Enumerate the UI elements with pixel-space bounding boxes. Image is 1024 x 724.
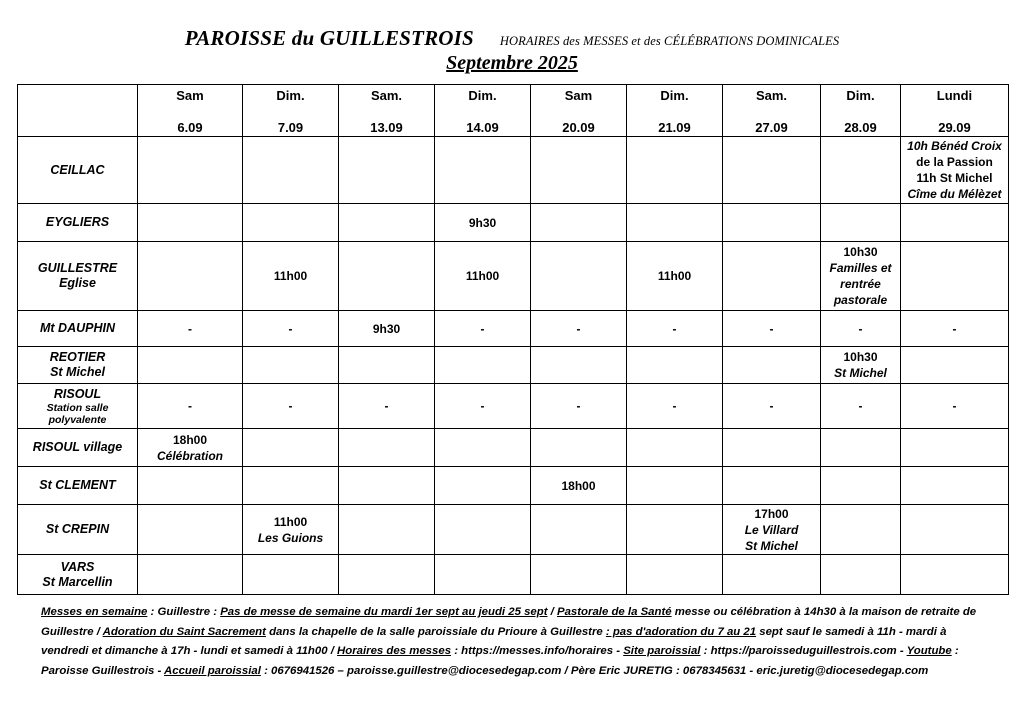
footer-text: / xyxy=(547,606,557,618)
schedule-cell xyxy=(723,429,821,467)
schedule-cell xyxy=(627,555,723,595)
table-body xyxy=(18,137,1009,595)
schedule-cell xyxy=(243,467,339,505)
schedule-cell xyxy=(435,467,531,505)
schedule-cell: 10h Bénéd Croix de la Passion 11h St Michel Cîme du Mélèzet xyxy=(901,137,1009,204)
schedule-cell xyxy=(821,137,901,204)
schedule-cell xyxy=(339,137,435,204)
place-label: Mt DAUPHIN xyxy=(40,321,115,335)
schedule-cell xyxy=(339,467,435,505)
schedule-cell xyxy=(243,204,339,242)
schedule-cell xyxy=(435,555,531,595)
column-day: Dim. xyxy=(846,88,875,103)
column-date: 27.09 xyxy=(755,120,788,135)
schedule-cell xyxy=(901,555,1009,595)
column-header xyxy=(821,85,901,137)
schedule-cell xyxy=(435,347,531,384)
place-name xyxy=(18,429,138,467)
schedule-cell xyxy=(339,242,435,311)
schedule-cell xyxy=(723,467,821,505)
schedule-cell: 9h30 xyxy=(339,311,435,347)
schedule-cell: 11h00 Les Guions xyxy=(243,505,339,555)
schedule-cell xyxy=(901,347,1009,384)
schedule-cell xyxy=(821,505,901,555)
schedule-cell xyxy=(723,555,821,595)
place-name xyxy=(18,204,138,242)
column-date: 29.09 xyxy=(938,120,971,135)
schedule-cell xyxy=(901,505,1009,555)
column-header xyxy=(531,85,627,137)
schedule-cell: 11h00 xyxy=(627,242,723,311)
schedule-cell xyxy=(901,242,1009,311)
column-day: Lundi xyxy=(936,88,973,103)
column-date: 13.09 xyxy=(370,120,403,135)
column-date: 28.09 xyxy=(844,120,877,135)
corner-cell xyxy=(18,85,138,137)
schedule-cell xyxy=(339,429,435,467)
schedule-cell: 18h00 Célébration xyxy=(138,429,243,467)
schedule-cell xyxy=(138,555,243,595)
column-header xyxy=(901,85,1009,137)
schedule-cell: - xyxy=(339,384,435,429)
footer-heading: Horaires des messes xyxy=(337,645,452,657)
schedule-cell xyxy=(901,429,1009,467)
footer-heading: Youtube xyxy=(906,645,952,657)
footer-heading: Site paroissial xyxy=(623,645,701,657)
schedule-cell: - xyxy=(723,384,821,429)
schedule-cell: - xyxy=(627,384,723,429)
schedule-table xyxy=(17,84,1009,595)
schedule-cell: - xyxy=(243,311,339,347)
schedule-cell xyxy=(243,137,339,204)
schedule-cell: - xyxy=(138,311,243,347)
place-label: RISOUL village xyxy=(32,440,123,454)
footer-text: : https://paroisseduguillestrois.com - xyxy=(700,645,907,657)
title-line xyxy=(0,26,1024,51)
table-row xyxy=(18,137,1009,204)
footer-text: : Guillestre : xyxy=(147,606,221,618)
place-label: GUILLESTRE Eglise xyxy=(37,261,118,290)
schedule-cell xyxy=(243,555,339,595)
schedule-cell xyxy=(435,429,531,467)
schedule-cell: - xyxy=(901,384,1009,429)
schedule-cell: - xyxy=(531,384,627,429)
schedule-cell xyxy=(901,204,1009,242)
schedule-cell xyxy=(627,204,723,242)
schedule-cell: - xyxy=(435,384,531,429)
schedule-cell xyxy=(138,467,243,505)
place-label: EYGLIERS xyxy=(45,215,110,229)
column-header xyxy=(339,85,435,137)
place-label: RISOUL xyxy=(53,386,102,401)
schedule-cell: 10h30 Familles et rentrée pastorale xyxy=(821,242,901,311)
schedule-cell: - xyxy=(531,311,627,347)
schedule-cell xyxy=(138,204,243,242)
column-day: Dim. xyxy=(276,88,305,103)
schedule-subtitle: HORAIRES des MESSES et des CÉLÉBRATIONS DOMINICALES xyxy=(499,34,840,48)
month-title: Septembre 2025 xyxy=(446,52,578,74)
parish-title: PAROISSE du GUILLESTROIS xyxy=(184,26,474,50)
place-name xyxy=(18,137,138,204)
column-header xyxy=(243,85,339,137)
schedule-cell: - xyxy=(723,311,821,347)
footer-heading: Messes en semaine xyxy=(41,606,148,618)
schedule-cell xyxy=(821,429,901,467)
schedule-cell: 11h00 xyxy=(435,242,531,311)
schedule-cell xyxy=(531,204,627,242)
column-date: 7.09 xyxy=(277,120,304,135)
schedule-cell: - xyxy=(821,384,901,429)
schedule-cell xyxy=(821,555,901,595)
schedule-cell xyxy=(243,347,339,384)
schedule-cell xyxy=(821,204,901,242)
header-row xyxy=(18,85,1009,137)
table-row xyxy=(18,429,1009,467)
column-day: Sam. xyxy=(755,88,788,103)
place-label: CEILLAC xyxy=(50,162,105,177)
table-row xyxy=(18,555,1009,595)
footer-text: sept sauf le samedi à 11h - mardi à vendredi et dimanche à 17h - lundi et samedi à 11h00 / xyxy=(41,625,947,657)
schedule-cell xyxy=(627,429,723,467)
footer-heading: Pastorale de la Santé xyxy=(557,606,672,618)
schedule-cell xyxy=(339,347,435,384)
schedule-cell xyxy=(435,505,531,555)
schedule-cell xyxy=(138,137,243,204)
column-date: 14.09 xyxy=(466,120,499,135)
schedule-cell xyxy=(531,347,627,384)
column-day: Sam. xyxy=(370,88,403,103)
schedule-cell: 10h30 St Michel xyxy=(821,347,901,384)
schedule-cell: - xyxy=(627,311,723,347)
schedule-cell xyxy=(723,204,821,242)
place-label: REOTIER St Michel xyxy=(49,350,106,379)
column-header xyxy=(138,85,243,137)
schedule-cell xyxy=(627,347,723,384)
footer-heading: Adoration du Saint Sacrement xyxy=(102,625,266,638)
column-day: Dim. xyxy=(660,88,689,103)
footer-text: messe ou célébration à 14h30 à la maison de retraite de Guillestre / xyxy=(41,606,977,638)
schedule-cell xyxy=(627,505,723,555)
place-name xyxy=(18,505,138,555)
schedule-cell xyxy=(339,555,435,595)
schedule-cell xyxy=(901,467,1009,505)
column-day: Dim. xyxy=(468,88,497,103)
schedule-cell: 9h30 xyxy=(435,204,531,242)
schedule-cell: - xyxy=(435,311,531,347)
schedule-cell xyxy=(531,137,627,204)
schedule-cell xyxy=(138,242,243,311)
place-name xyxy=(18,467,138,505)
column-header xyxy=(723,85,821,137)
table-row xyxy=(18,204,1009,242)
place-name xyxy=(18,347,138,384)
place-name xyxy=(18,311,138,347)
place-label: St CREPIN xyxy=(45,522,110,536)
schedule-cell: - xyxy=(901,311,1009,347)
footer-heading: : pas d'adoration du 7 au 21 xyxy=(605,625,757,638)
schedule-cell: 17h00 Le Villard St Michel xyxy=(723,505,821,555)
place-name xyxy=(18,555,138,595)
table-row xyxy=(18,347,1009,384)
table-row xyxy=(18,384,1009,429)
schedule-cell xyxy=(138,505,243,555)
schedule-cell xyxy=(435,137,531,204)
column-header xyxy=(627,85,723,137)
schedule-cell: - xyxy=(821,311,901,347)
table-row xyxy=(18,311,1009,347)
schedule-cell: 18h00 xyxy=(531,467,627,505)
schedule-cell xyxy=(531,242,627,311)
column-day: Sam xyxy=(176,88,204,103)
column-date: 21.09 xyxy=(658,120,691,135)
column-header xyxy=(435,85,531,137)
footer-text: dans la chapelle de la salle paroissiale du Prioure à Guillestre xyxy=(265,625,606,638)
footer-text: : https://messes.info/horaires - xyxy=(451,645,624,657)
footer-heading: Pas de messe de semaine du mardi 1er sept au jeudi 25 sept xyxy=(220,606,548,618)
footer-text: : 0676941526 – paroisse.guillestre@diocesedegap.com / Père Eric JURETIG : 0678345631 - eric.juretig@diocesedegap.com xyxy=(260,664,929,677)
footer-heading: Accueil paroissial xyxy=(164,664,261,677)
column-day: Sam xyxy=(564,88,593,103)
schedule-cell: - xyxy=(243,384,339,429)
schedule-cell: - xyxy=(138,384,243,429)
footer-text: : Paroisse Guillestrois - xyxy=(41,645,959,677)
schedule-cell xyxy=(339,204,435,242)
schedule-cell xyxy=(243,429,339,467)
schedule-cell xyxy=(339,505,435,555)
schedule-cell xyxy=(821,467,901,505)
schedule-cell xyxy=(531,429,627,467)
schedule-cell xyxy=(627,467,723,505)
place-name xyxy=(18,242,138,311)
schedule-cell xyxy=(723,347,821,384)
place-label: VARS St Marcellin xyxy=(42,559,113,589)
footer-notes xyxy=(41,603,991,681)
column-date: 20.09 xyxy=(562,120,595,135)
schedule-cell xyxy=(723,137,821,204)
schedule-cell: 11h00 xyxy=(243,242,339,311)
table-row xyxy=(18,505,1009,555)
table-row xyxy=(18,242,1009,311)
place-sublabel: Station salle polyvalente xyxy=(46,401,109,426)
table-row xyxy=(18,467,1009,505)
column-date: 6.09 xyxy=(177,120,203,135)
schedule-cell xyxy=(627,137,723,204)
place-label: St CLEMENT xyxy=(39,478,116,492)
document-header xyxy=(0,26,1024,75)
schedule-cell xyxy=(531,505,627,555)
schedule-cell xyxy=(138,347,243,384)
place-name xyxy=(18,384,138,429)
schedule-cell xyxy=(531,555,627,595)
schedule-cell xyxy=(723,242,821,311)
